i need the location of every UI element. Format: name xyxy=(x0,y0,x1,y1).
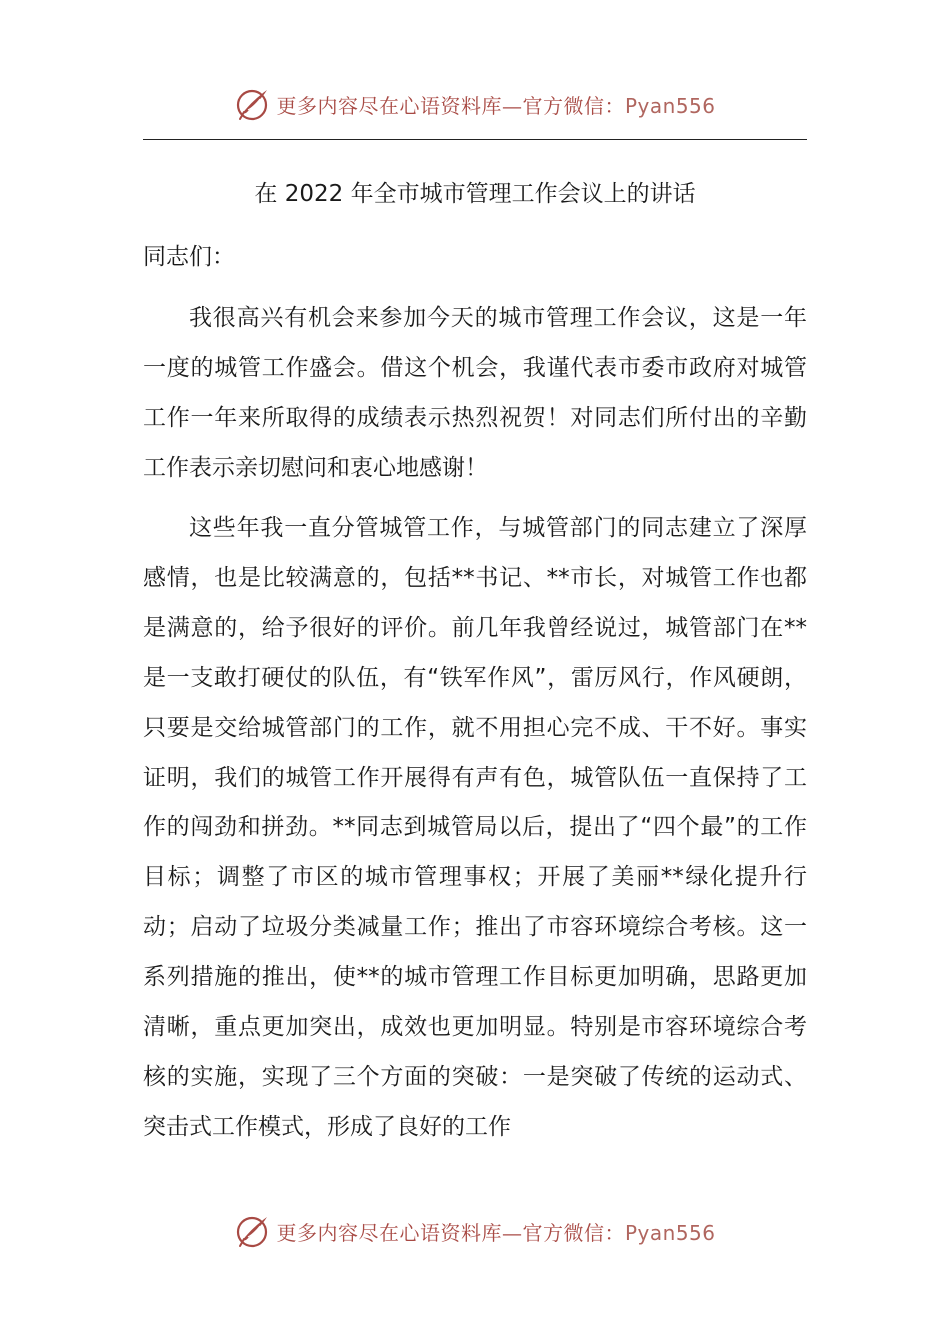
document-title: 在 2022 年全市城市管理工作会议上的讲话 xyxy=(254,181,696,207)
footer-banner-main: 更多内容尽在心语资料库—官方微信： xyxy=(276,1220,625,1245)
quill-pen-logo-icon xyxy=(234,86,270,122)
salutation: 同志们： xyxy=(143,244,235,270)
footer-banner-wechat-id: Pyan556 xyxy=(624,1220,716,1245)
header-divider xyxy=(143,139,807,140)
header-banner-main: 更多内容尽在心语资料库—官方微信： xyxy=(276,93,625,118)
header-banner-text xyxy=(276,90,715,119)
header-banner-wechat-id: Pyan556 xyxy=(624,93,716,118)
quill-pen-logo-icon xyxy=(234,1213,270,1249)
header-banner xyxy=(0,84,950,124)
footer-banner xyxy=(0,1211,950,1251)
footer-banner-text xyxy=(276,1217,715,1246)
paragraph-2: 这些年我一直分管城管工作，与城管部门的同志建立了深厚感情，也是比较满意的，包括**书记、**市长，对城管工作也都是满意的，给予很好的评价。前几年我曾经说过，城管部门在**是一支敢打硬仗的队伍，有“铁军作风”，雷厉风行，作风硬朗，只要是交给城管部门的工作，就不用担心完不成、干不好。事实证明，我们的城管工作开展得有声有色，城管队伍一直保持了工作的闯劲和拼劲。**同志到城管局以后，提出了“四个最”的工作目标；调整了市区的城市管理事权；开展了美丽**绿化提升行动；启动了垃圾分类减量工作；推出了市容环境综合考核。这一系列措施的推出，使**的城市管理工作目标更加明确，思路更加清晰，重点更加突出，成效也更加明显。特别是市容环境综合考核的实施，实现了三个方面的突破：一是突破了传统的运动式、突击式工作模式，形成了良好的工作 xyxy=(143,515,807,1140)
paragraph-1: 我很高兴有机会来参加今天的城市管理工作会议，这是一年一度的城管工作盛会。借这个机会，我谨代表市委市政府对城管工作一年来所取得的成绩表示热烈祝贺！对同志们所付出的辛勤工作表示亲切慰问和衷心地感谢！ xyxy=(143,305,807,481)
